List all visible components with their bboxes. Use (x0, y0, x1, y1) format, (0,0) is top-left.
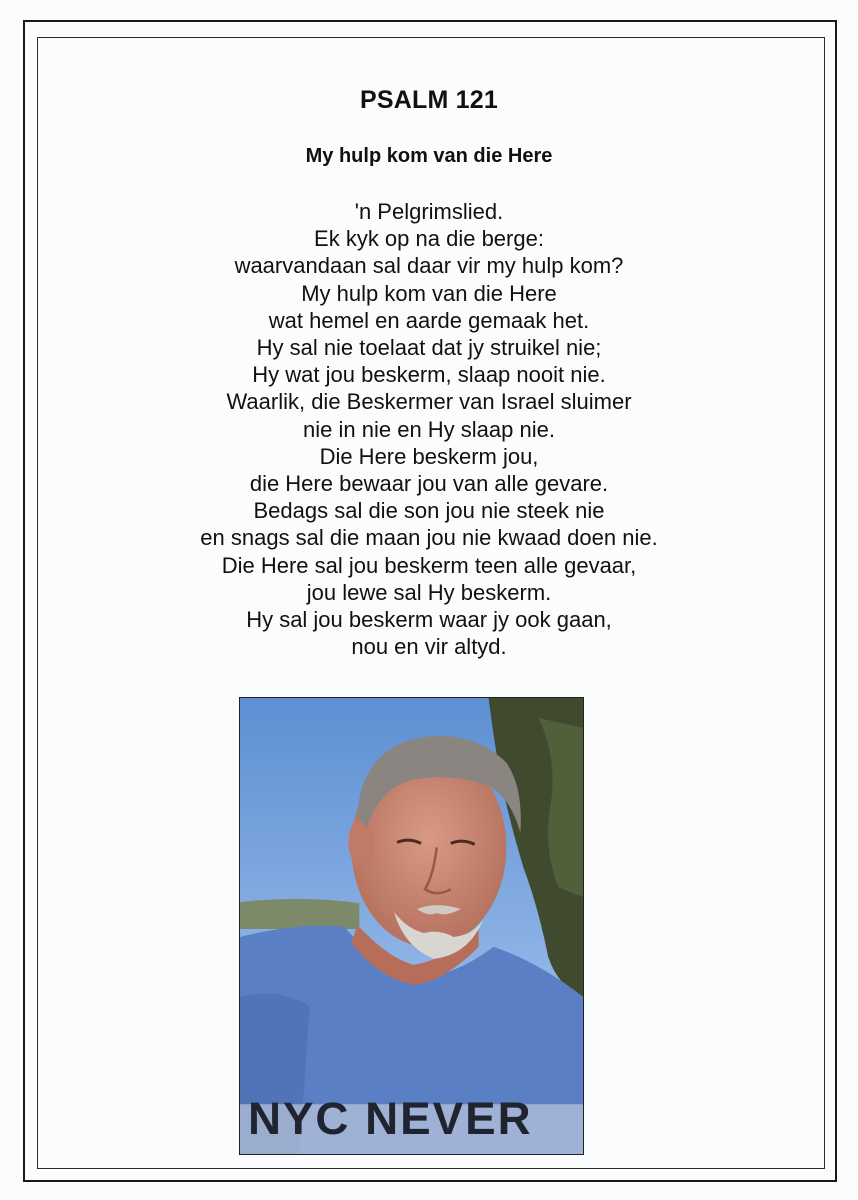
verse-line: Hy sal jou beskerm waar jy ook gaan, (246, 607, 612, 633)
ear (348, 818, 374, 866)
hill (240, 899, 359, 929)
verse-line: en snags sal die maan jou nie kwaad doen nie. (200, 525, 658, 551)
verse-line: die Here bewaar jou van alle gevare. (249, 471, 609, 497)
page-title: PSALM 121 (360, 86, 498, 114)
verse-line: Bedags sal die son jou nie steek nie (253, 498, 605, 524)
verse-line: Ek kyk op na die berge: (314, 226, 544, 252)
verse-line: Die Here beskerm jou, (319, 443, 539, 469)
psalm-text (0, 198, 858, 660)
verse-line: Die Here sal jou beskerm teen alle gevaar, (221, 552, 637, 578)
verse-line: wat hemel en aarde gemaak het. (268, 307, 590, 333)
verse-line: Hy wat jou beskerm, slaap nooit nie. (252, 362, 606, 388)
verse-line: 'n Pelgrimslied. (354, 199, 504, 224)
verse-line: Hy sal nie toelaat dat jy struikel nie; (256, 335, 602, 361)
portrait-photo (239, 697, 584, 1155)
verse-line: jou lewe sal Hy beskerm. (306, 579, 552, 605)
verse-line: My hulp kom van die Here (301, 280, 557, 306)
portrait-illustration (240, 698, 583, 1154)
page-subtitle: My hulp kom van die Here (305, 145, 553, 167)
verse-line: waarvandaan sal daar vir my hulp kom? (234, 253, 624, 279)
shirt-print-text: NYC NEVER (247, 1093, 533, 1145)
verse-line: nie in nie en Hy slaap nie. (303, 416, 555, 442)
verse-line: Waarlik, die Beskermer van Israel sluimer (226, 389, 632, 415)
verse-line: nou en vir altyd. (351, 634, 507, 660)
